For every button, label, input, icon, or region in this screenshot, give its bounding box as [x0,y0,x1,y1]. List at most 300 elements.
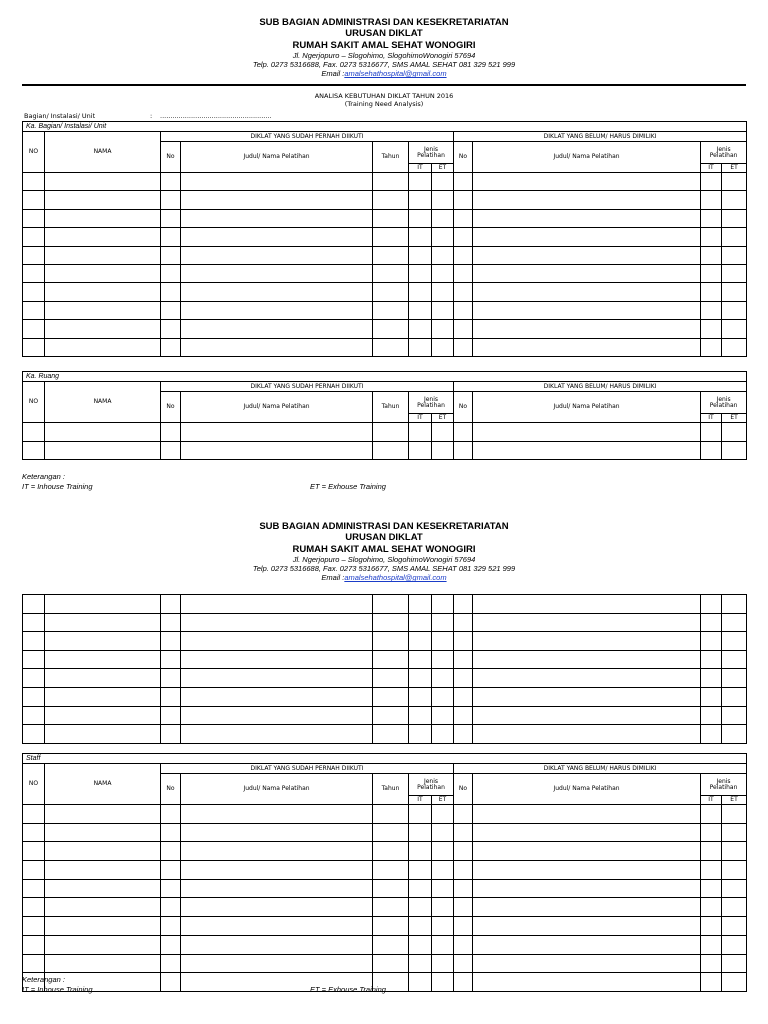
cell-judul-done[interactable] [181,338,373,356]
cell-no-needed[interactable] [454,423,473,442]
cell-judul-done[interactable] [181,246,373,264]
cell-tahun[interactable] [373,283,409,301]
cell-it-needed[interactable] [701,228,722,246]
cell-no[interactable] [23,954,45,973]
cell-no-done[interactable] [161,264,181,282]
cell-et-done[interactable] [432,264,454,282]
cell-judul-done[interactable] [181,173,373,191]
cell-no-needed[interactable] [454,935,473,954]
cell-judul-done[interactable] [181,423,373,442]
cell-et-done[interactable] [432,173,454,191]
cell-nama[interactable] [45,338,161,356]
cell-judul-done[interactable] [181,595,373,614]
cell-no[interactable] [23,301,45,319]
cell-it-done[interactable] [409,595,432,614]
cell-judul-needed[interactable] [473,706,701,725]
cell-no[interactable] [23,706,45,725]
cell-judul-needed[interactable] [473,283,701,301]
cell-no-needed[interactable] [454,898,473,917]
cell-judul-needed[interactable] [473,725,701,744]
cell-judul-needed[interactable] [473,973,701,992]
cell-no-needed[interactable] [454,861,473,880]
cell-judul-done[interactable] [181,264,373,282]
cell-it-needed[interactable] [701,301,722,319]
cell-nama[interactable] [45,935,161,954]
cell-tahun[interactable] [373,246,409,264]
cell-et-needed[interactable] [722,228,747,246]
cell-et-done[interactable] [432,320,454,338]
cell-tahun[interactable] [373,613,409,632]
cell-nama[interactable] [45,687,161,706]
cell-et-done[interactable] [432,823,454,842]
cell-nama[interactable] [45,228,161,246]
cell-et-done[interactable] [432,283,454,301]
cell-it-done[interactable] [409,823,432,842]
cell-no[interactable] [23,283,45,301]
cell-it-needed[interactable] [701,283,722,301]
cell-no[interactable] [23,725,45,744]
cell-judul-done[interactable] [181,613,373,632]
cell-no-needed[interactable] [454,338,473,356]
cell-no-done[interactable] [161,209,181,227]
cell-no-needed[interactable] [454,687,473,706]
cell-judul-needed[interactable] [473,191,701,209]
cell-no-done[interactable] [161,191,181,209]
cell-et-done[interactable] [432,595,454,614]
cell-it-done[interactable] [409,650,432,669]
cell-nama[interactable] [45,423,161,442]
cell-et-done[interactable] [432,973,454,992]
cell-tahun[interactable] [373,935,409,954]
cell-judul-done[interactable] [181,706,373,725]
cell-et-needed[interactable] [722,879,747,898]
cell-et-needed[interactable] [722,632,747,651]
cell-it-needed[interactable] [701,935,722,954]
cell-it-needed[interactable] [701,879,722,898]
cell-no-needed[interactable] [454,228,473,246]
cell-it-done[interactable] [409,842,432,861]
cell-tahun[interactable] [373,228,409,246]
cell-it-needed[interactable] [701,264,722,282]
cell-et-needed[interactable] [722,650,747,669]
cell-no-done[interactable] [161,823,181,842]
cell-judul-needed[interactable] [473,173,701,191]
cell-it-needed[interactable] [701,595,722,614]
cell-et-needed[interactable] [722,917,747,936]
cell-nama[interactable] [45,842,161,861]
cell-nama[interactable] [45,805,161,824]
cell-it-done[interactable] [409,423,432,442]
cell-et-done[interactable] [432,669,454,688]
cell-et-needed[interactable] [722,264,747,282]
cell-nama[interactable] [45,613,161,632]
cell-et-needed[interactable] [722,935,747,954]
cell-it-done[interactable] [409,917,432,936]
cell-et-needed[interactable] [722,209,747,227]
cell-tahun[interactable] [373,687,409,706]
cell-it-done[interactable] [409,632,432,651]
cell-judul-needed[interactable] [473,632,701,651]
cell-no-done[interactable] [161,879,181,898]
cell-no[interactable] [23,209,45,227]
cell-judul-done[interactable] [181,191,373,209]
cell-et-done[interactable] [432,706,454,725]
cell-it-needed[interactable] [701,441,722,460]
cell-judul-done[interactable] [181,917,373,936]
cell-no-needed[interactable] [454,954,473,973]
cell-tahun[interactable] [373,632,409,651]
cell-no-done[interactable] [161,898,181,917]
cell-tahun[interactable] [373,173,409,191]
cell-judul-needed[interactable] [473,687,701,706]
cell-et-needed[interactable] [722,246,747,264]
cell-no[interactable] [23,898,45,917]
cell-et-needed[interactable] [722,283,747,301]
cell-no[interactable] [23,935,45,954]
cell-et-done[interactable] [432,632,454,651]
cell-nama[interactable] [45,917,161,936]
cell-judul-needed[interactable] [473,935,701,954]
cell-no-needed[interactable] [454,320,473,338]
cell-et-done[interactable] [432,861,454,880]
cell-no-needed[interactable] [454,301,473,319]
cell-tahun[interactable] [373,191,409,209]
cell-tahun[interactable] [373,823,409,842]
cell-no-done[interactable] [161,338,181,356]
cell-nama[interactable] [45,173,161,191]
cell-no[interactable] [23,191,45,209]
cell-nama[interactable] [45,650,161,669]
cell-tahun[interactable] [373,320,409,338]
cell-no-done[interactable] [161,725,181,744]
cell-et-done[interactable] [432,935,454,954]
cell-it-needed[interactable] [701,191,722,209]
cell-it-needed[interactable] [701,917,722,936]
cell-tahun[interactable] [373,595,409,614]
cell-no[interactable] [23,246,45,264]
cell-it-needed[interactable] [701,725,722,744]
cell-tahun[interactable] [373,805,409,824]
cell-judul-needed[interactable] [473,595,701,614]
cell-nama[interactable] [45,595,161,614]
cell-et-done[interactable] [432,879,454,898]
cell-no-done[interactable] [161,228,181,246]
cell-it-done[interactable] [409,613,432,632]
unit-field-dots[interactable]: ...................................................... [160,112,272,120]
cell-nama[interactable] [45,301,161,319]
cell-judul-done[interactable] [181,228,373,246]
cell-it-needed[interactable] [701,973,722,992]
cell-no[interactable] [23,173,45,191]
cell-judul-needed[interactable] [473,917,701,936]
cell-nama[interactable] [45,283,161,301]
cell-tahun[interactable] [373,842,409,861]
cell-it-done[interactable] [409,301,432,319]
cell-tahun[interactable] [373,650,409,669]
cell-tahun[interactable] [373,898,409,917]
cell-judul-needed[interactable] [473,301,701,319]
cell-tahun[interactable] [373,917,409,936]
cell-tahun[interactable] [373,706,409,725]
cell-et-done[interactable] [432,228,454,246]
cell-it-done[interactable] [409,805,432,824]
cell-no[interactable] [23,320,45,338]
cell-no-needed[interactable] [454,173,473,191]
cell-it-needed[interactable] [701,246,722,264]
cell-it-done[interactable] [409,687,432,706]
cell-judul-done[interactable] [181,805,373,824]
cell-et-done[interactable] [432,725,454,744]
cell-no[interactable] [23,823,45,842]
cell-et-needed[interactable] [722,301,747,319]
cell-no-needed[interactable] [454,879,473,898]
cell-judul-done[interactable] [181,301,373,319]
cell-et-needed[interactable] [722,320,747,338]
cell-no-needed[interactable] [454,650,473,669]
cell-no[interactable] [23,632,45,651]
cell-judul-needed[interactable] [473,879,701,898]
cell-no[interactable] [23,861,45,880]
cell-et-needed[interactable] [722,725,747,744]
cell-it-done[interactable] [409,879,432,898]
cell-et-needed[interactable] [722,338,747,356]
cell-nama[interactable] [45,246,161,264]
cell-no[interactable] [23,423,45,442]
cell-no-done[interactable] [161,320,181,338]
cell-it-done[interactable] [409,725,432,744]
cell-no[interactable] [23,687,45,706]
cell-tahun[interactable] [373,423,409,442]
cell-nama[interactable] [45,725,161,744]
cell-judul-done[interactable] [181,669,373,688]
cell-it-done[interactable] [409,338,432,356]
cell-et-needed[interactable] [722,706,747,725]
cell-nama[interactable] [45,441,161,460]
cell-no-needed[interactable] [454,246,473,264]
cell-no-done[interactable] [161,246,181,264]
cell-it-needed[interactable] [701,898,722,917]
cell-tahun[interactable] [373,301,409,319]
cell-no-needed[interactable] [454,669,473,688]
cell-no-done[interactable] [161,632,181,651]
cell-judul-needed[interactable] [473,264,701,282]
cell-et-needed[interactable] [722,191,747,209]
cell-tahun[interactable] [373,338,409,356]
cell-et-done[interactable] [432,687,454,706]
header-email-link[interactable]: amalsehathospital@gmail.com [344,573,447,583]
cell-et-needed[interactable] [722,595,747,614]
cell-judul-done[interactable] [181,935,373,954]
cell-et-needed[interactable] [722,805,747,824]
cell-it-needed[interactable] [701,650,722,669]
cell-no-done[interactable] [161,669,181,688]
cell-it-done[interactable] [409,228,432,246]
cell-et-done[interactable] [432,954,454,973]
cell-nama[interactable] [45,898,161,917]
cell-it-needed[interactable] [701,669,722,688]
cell-no[interactable] [23,650,45,669]
cell-it-done[interactable] [409,209,432,227]
cell-no-done[interactable] [161,973,181,992]
cell-et-needed[interactable] [722,898,747,917]
cell-nama[interactable] [45,632,161,651]
cell-judul-needed[interactable] [473,613,701,632]
cell-it-done[interactable] [409,861,432,880]
cell-et-done[interactable] [432,650,454,669]
cell-no-done[interactable] [161,917,181,936]
cell-et-done[interactable] [432,301,454,319]
cell-et-done[interactable] [432,613,454,632]
cell-no-done[interactable] [161,283,181,301]
cell-judul-needed[interactable] [473,441,701,460]
cell-et-done[interactable] [432,338,454,356]
cell-judul-done[interactable] [181,441,373,460]
cell-it-needed[interactable] [701,423,722,442]
cell-judul-needed[interactable] [473,805,701,824]
cell-judul-needed[interactable] [473,209,701,227]
cell-judul-done[interactable] [181,209,373,227]
cell-no[interactable] [23,613,45,632]
cell-judul-needed[interactable] [473,842,701,861]
cell-no-done[interactable] [161,595,181,614]
cell-no-needed[interactable] [454,264,473,282]
cell-no-done[interactable] [161,301,181,319]
cell-it-needed[interactable] [701,320,722,338]
cell-no-needed[interactable] [454,191,473,209]
cell-it-done[interactable] [409,935,432,954]
cell-et-done[interactable] [432,209,454,227]
cell-no[interactable] [23,441,45,460]
cell-no-needed[interactable] [454,613,473,632]
cell-nama[interactable] [45,861,161,880]
cell-judul-needed[interactable] [473,823,701,842]
cell-nama[interactable] [45,706,161,725]
cell-no-needed[interactable] [454,973,473,992]
cell-no[interactable] [23,842,45,861]
cell-no-needed[interactable] [454,823,473,842]
cell-et-done[interactable] [432,917,454,936]
cell-no[interactable] [23,264,45,282]
cell-judul-done[interactable] [181,320,373,338]
cell-no-needed[interactable] [454,706,473,725]
cell-judul-needed[interactable] [473,954,701,973]
cell-judul-done[interactable] [181,687,373,706]
cell-it-done[interactable] [409,973,432,992]
cell-no[interactable] [23,879,45,898]
cell-it-needed[interactable] [701,823,722,842]
cell-et-done[interactable] [432,805,454,824]
cell-nama[interactable] [45,191,161,209]
cell-it-needed[interactable] [701,687,722,706]
cell-judul-needed[interactable] [473,898,701,917]
cell-no-needed[interactable] [454,917,473,936]
cell-it-needed[interactable] [701,805,722,824]
cell-no-needed[interactable] [454,632,473,651]
cell-no[interactable] [23,669,45,688]
cell-no-done[interactable] [161,441,181,460]
cell-no-done[interactable] [161,861,181,880]
cell-et-needed[interactable] [722,687,747,706]
cell-it-done[interactable] [409,441,432,460]
cell-no-needed[interactable] [454,441,473,460]
cell-it-done[interactable] [409,320,432,338]
cell-judul-needed[interactable] [473,861,701,880]
cell-nama[interactable] [45,320,161,338]
cell-tahun[interactable] [373,209,409,227]
header-email-link[interactable]: amalsehathospital@gmail.com [344,69,447,79]
cell-no-needed[interactable] [454,805,473,824]
cell-no-done[interactable] [161,935,181,954]
cell-no[interactable] [23,595,45,614]
cell-tahun[interactable] [373,861,409,880]
cell-et-needed[interactable] [722,423,747,442]
cell-tahun[interactable] [373,725,409,744]
cell-no-done[interactable] [161,954,181,973]
cell-tahun[interactable] [373,441,409,460]
cell-it-needed[interactable] [701,209,722,227]
cell-judul-done[interactable] [181,823,373,842]
cell-nama[interactable] [45,823,161,842]
cell-et-needed[interactable] [722,842,747,861]
cell-no[interactable] [23,917,45,936]
cell-no-done[interactable] [161,650,181,669]
cell-no[interactable] [23,228,45,246]
cell-no-done[interactable] [161,423,181,442]
cell-judul-done[interactable] [181,725,373,744]
cell-et-needed[interactable] [722,613,747,632]
cell-it-needed[interactable] [701,173,722,191]
cell-judul-done[interactable] [181,842,373,861]
cell-et-needed[interactable] [722,441,747,460]
cell-it-done[interactable] [409,173,432,191]
cell-judul-needed[interactable] [473,338,701,356]
cell-no-needed[interactable] [454,725,473,744]
cell-nama[interactable] [45,264,161,282]
cell-it-done[interactable] [409,669,432,688]
cell-judul-needed[interactable] [473,423,701,442]
cell-nama[interactable] [45,954,161,973]
cell-nama[interactable] [45,879,161,898]
cell-judul-done[interactable] [181,861,373,880]
cell-no-needed[interactable] [454,842,473,861]
cell-judul-done[interactable] [181,650,373,669]
cell-judul-needed[interactable] [473,650,701,669]
cell-et-needed[interactable] [722,954,747,973]
cell-judul-done[interactable] [181,632,373,651]
cell-no-needed[interactable] [454,595,473,614]
cell-no[interactable] [23,338,45,356]
cell-et-done[interactable] [432,246,454,264]
cell-it-needed[interactable] [701,632,722,651]
cell-no-done[interactable] [161,613,181,632]
cell-no-done[interactable] [161,173,181,191]
cell-judul-needed[interactable] [473,246,701,264]
cell-judul-needed[interactable] [473,228,701,246]
cell-no-done[interactable] [161,842,181,861]
cell-et-done[interactable] [432,842,454,861]
cell-tahun[interactable] [373,264,409,282]
cell-tahun[interactable] [373,669,409,688]
cell-it-needed[interactable] [701,613,722,632]
cell-it-needed[interactable] [701,861,722,880]
cell-no[interactable] [23,805,45,824]
cell-it-done[interactable] [409,246,432,264]
cell-judul-done[interactable] [181,879,373,898]
cell-judul-needed[interactable] [473,320,701,338]
cell-no-needed[interactable] [454,283,473,301]
cell-et-needed[interactable] [722,669,747,688]
cell-judul-done[interactable] [181,283,373,301]
